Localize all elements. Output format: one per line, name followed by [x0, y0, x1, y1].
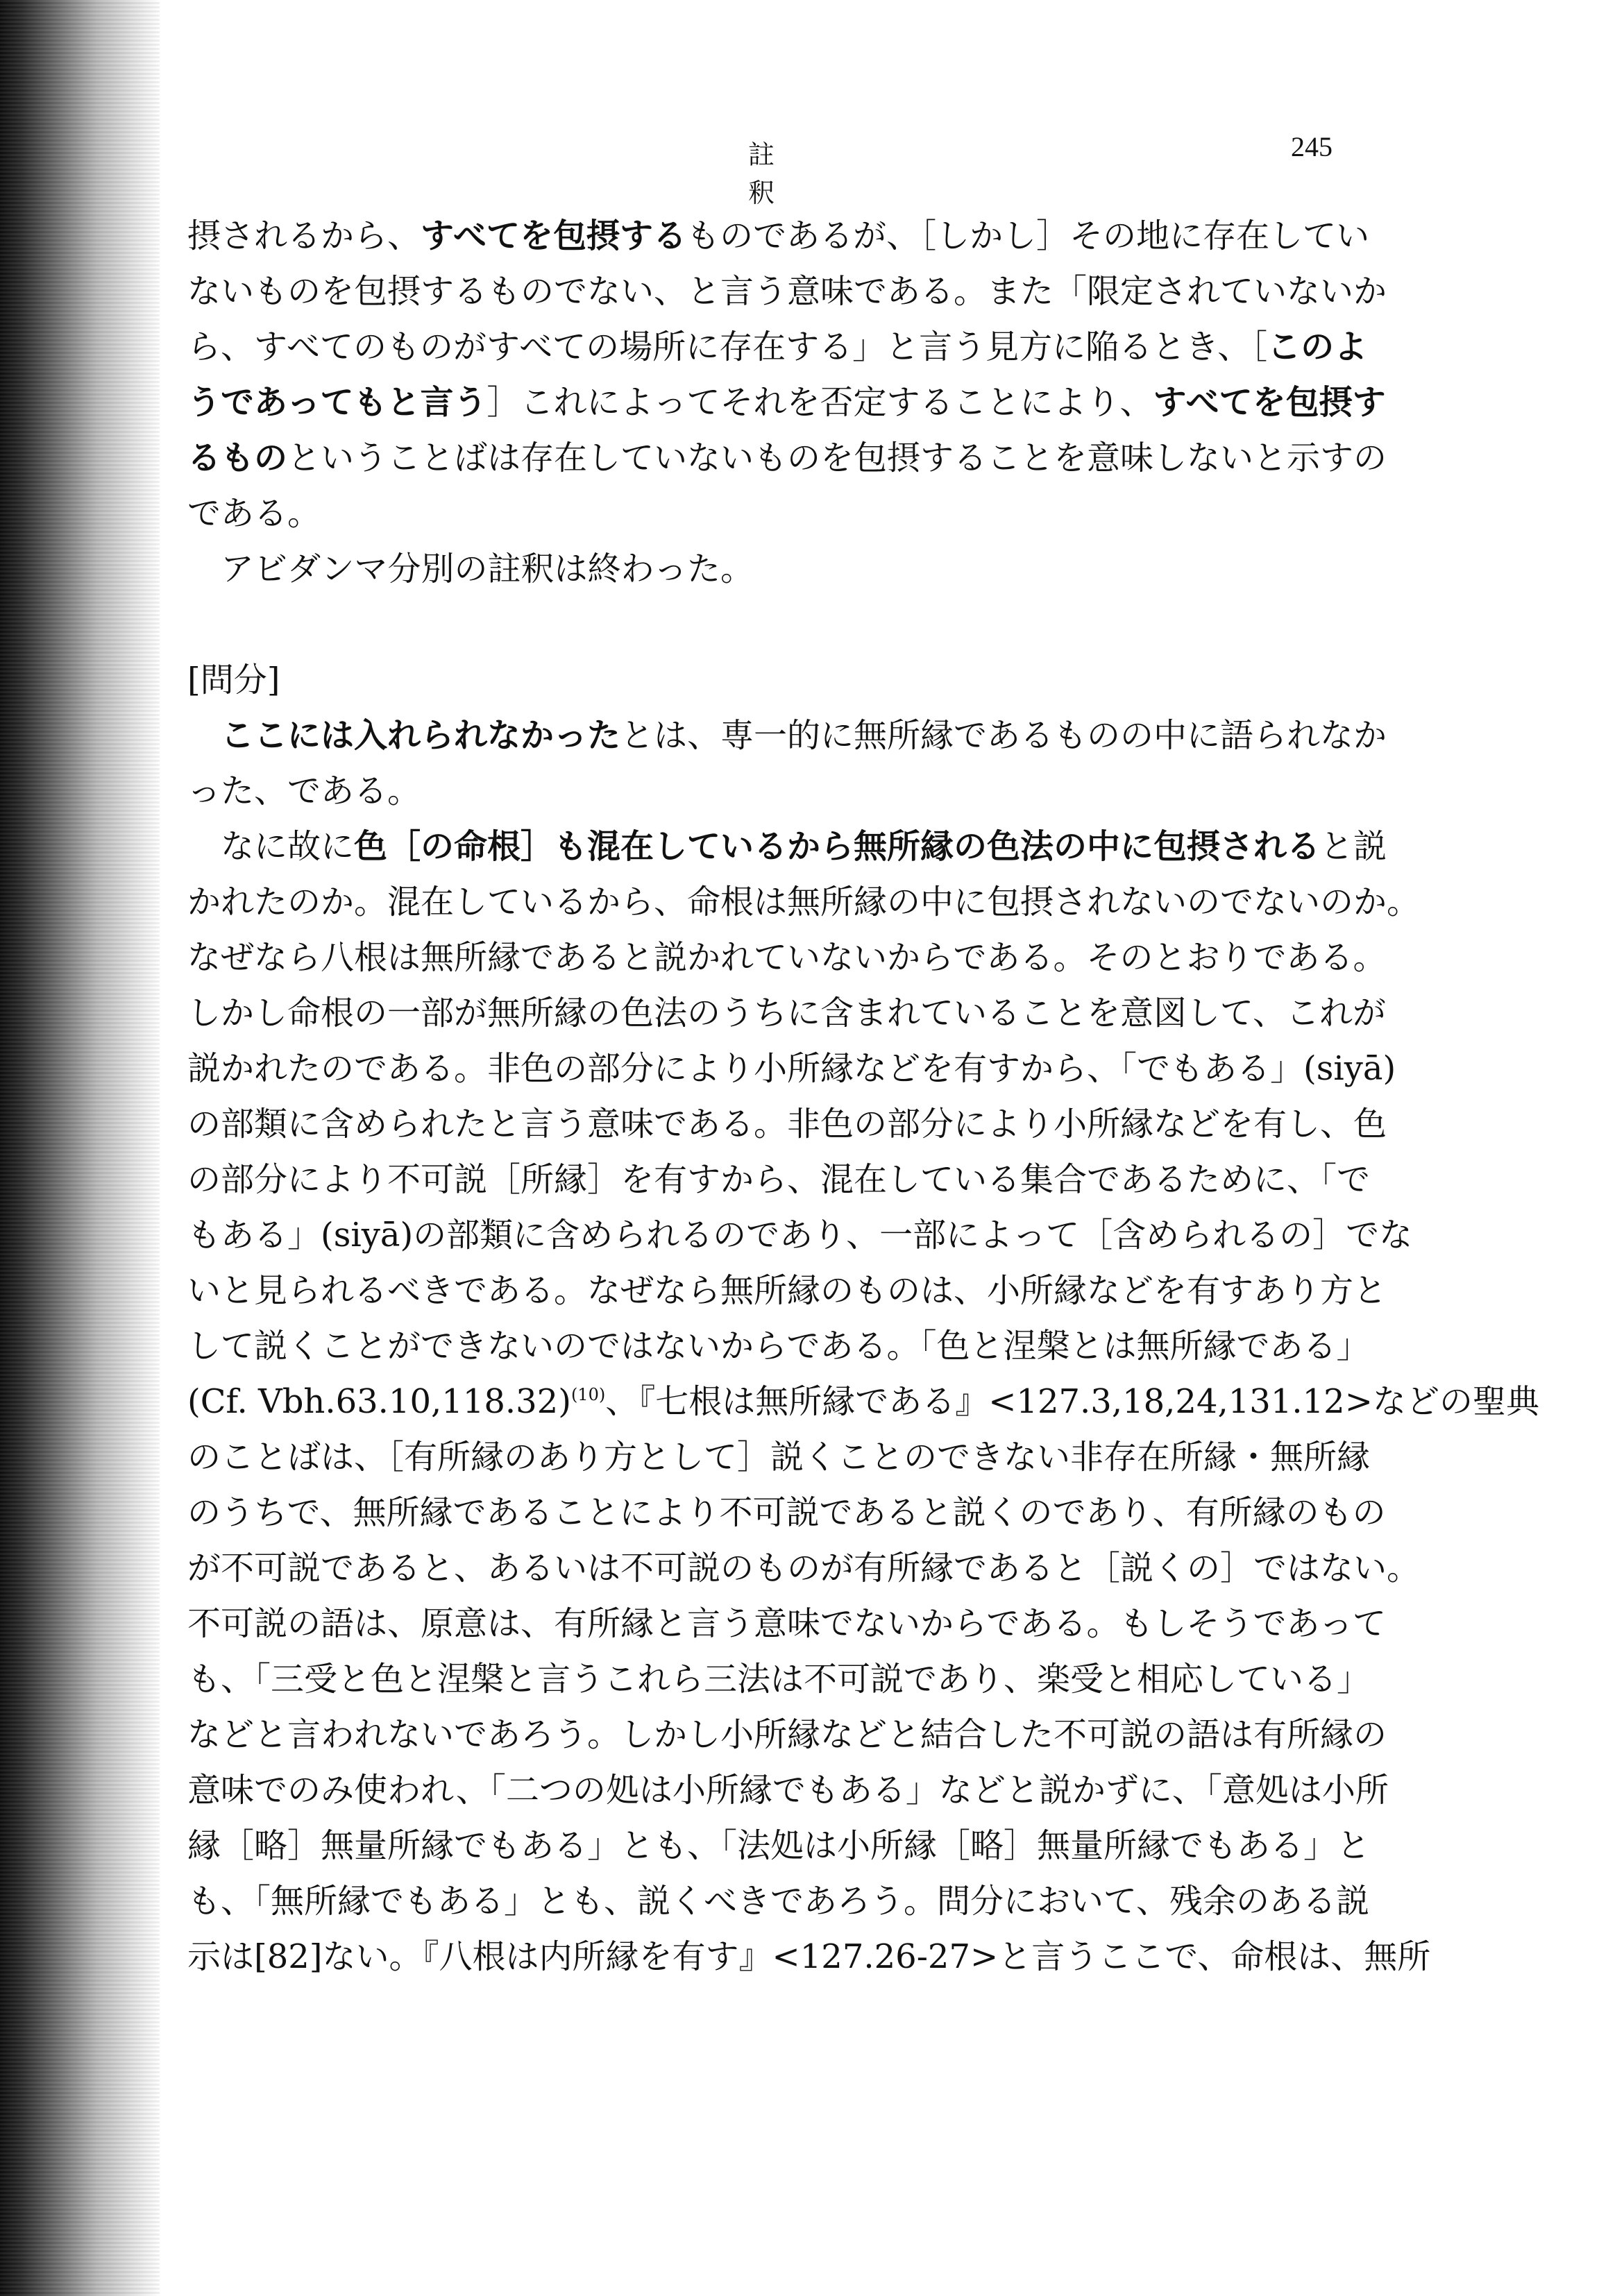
bold-term: このよ	[1267, 328, 1368, 366]
text-line: 摂されるから、すべてを包摂するものであるが、［しかし］その地に存在してい	[187, 216, 1370, 255]
text-line: もある」(siyā)の部類に含められるのであり、一部によって［含められるの］でな	[187, 1216, 1413, 1255]
text-line: の部分により不可説［所縁］を有すから、混在している集合であるために、「で	[187, 1160, 1371, 1199]
bold-term: うであってもと言う	[187, 383, 487, 422]
running-head: 註 釈	[747, 139, 793, 208]
page-number: 245	[1291, 131, 1333, 162]
footnote-marker: (10)	[570, 1385, 606, 1404]
bold-term: ここには入れられなかった	[221, 716, 621, 755]
text-line: 縁［略］無量所縁でもある」とも、「法処は小所縁［略］無量所縁でもある」と	[187, 1826, 1371, 1865]
binding-shadow	[0, 0, 160, 2296]
text-line: のうちで、無所縁であることにより不可説であると説くのであり、有所縁のもの	[187, 1493, 1386, 1532]
text-line: なに故に色［の命根］も混在しているから無所縁の色法の中に包摂されると説	[221, 827, 1387, 866]
text-line: ないものを包摂するものでない、と言う意味である。また「限定されていないか	[187, 272, 1387, 311]
text-line: 意味でのみ使われ、「二つの処は小所縁でもある」などと説かずに、「意処は小所	[187, 1771, 1389, 1810]
text-line: である。	[187, 494, 321, 533]
closing-line: アビダンマ分別の註釈は終わった。	[221, 550, 754, 588]
text-line: かれたのか。混在しているから、命根は無所縁の中に包摂されないのでないのか。	[187, 883, 1421, 921]
text-line: なぜなら八根は無所縁であると説かれていないからである。そのとおりである。	[187, 938, 1387, 977]
text-line: も、「無所縁でもある」とも、説くべきであろう。問分において、残余のある説	[187, 1882, 1370, 1921]
bold-term: すべてを包摂す	[1153, 383, 1386, 422]
text-line: 説かれたのである。非色の部分により小所縁などを有すから、「でもある」(siyā)	[187, 1049, 1396, 1088]
paragraph-2	[187, 708, 1409, 819]
text-line: (Cf. Vbh.63.10,118.32)$^{(10)}$、『七根は無所縁である』<127.3,18,24,131.12>などの聖典	[187, 1382, 1539, 1421]
section-title: [問分]	[187, 661, 280, 699]
text-line: も、「三受と色と涅槃と言うこれら三法は不可説であり、楽受と相応している」	[187, 1660, 1371, 1699]
text-line: いと見られるべきである。なぜなら無所縁のものは、小所縁などを有すあり方と	[187, 1271, 1387, 1310]
bold-term: 色［の命根］も混在しているから無所縁の色法の中に包摂される	[354, 827, 1321, 866]
paragraph-3	[187, 819, 1539, 1984]
text-line: などと言われないであろう。しかし小所縁などと結合した不可説の語は有所縁の	[187, 1715, 1387, 1754]
text-line: ここには入れられなかったとは、専一的に無所縁であるものの中に語られなか	[221, 716, 1387, 755]
text-line: して説くことができないのではないからである。「色と涅槃とは無所縁である」	[187, 1327, 1370, 1366]
text-line: のことばは、［有所縁のあり方として］説くことのできない非存在所縁・無所縁	[187, 1438, 1371, 1477]
text-line: ら、すべてのものがすべての場所に存在する」と言う見方に陥るとき、［このよ	[187, 328, 1368, 366]
bold-term: すべてを包摂する	[421, 216, 687, 255]
body-text	[187, 208, 1539, 1984]
text-line: るものということばは存在していないものを包摂することを意味しないと示すの	[187, 439, 1387, 477]
bold-term: るもの	[187, 439, 288, 477]
text-line: の部類に含められたと言う意味である。非色の部分により小所縁などを有し、色	[187, 1105, 1387, 1143]
text-line: が不可説であると、あるいは不可説のものが有所縁であると［説くの］ではない。	[187, 1549, 1421, 1588]
text-line: った、である。	[187, 772, 421, 810]
text-line: しかし命根の一部が無所縁の色法のうちに含まれていることを意図して、これが	[187, 994, 1387, 1032]
section-gap	[187, 597, 1409, 652]
text-line: 示は[82]ない。『八根は内所縁を有す』<127.26-27>と言うここで、命根は、無所	[187, 1937, 1431, 1976]
paragraph-1	[187, 208, 1409, 541]
text-line: 不可説の語は、原意は、有所縁と言う意味でないからである。もしそうであって	[187, 1604, 1387, 1643]
text-line: うであってもと言う］これによってそれを否定することにより、すべてを包摂す	[187, 383, 1386, 422]
